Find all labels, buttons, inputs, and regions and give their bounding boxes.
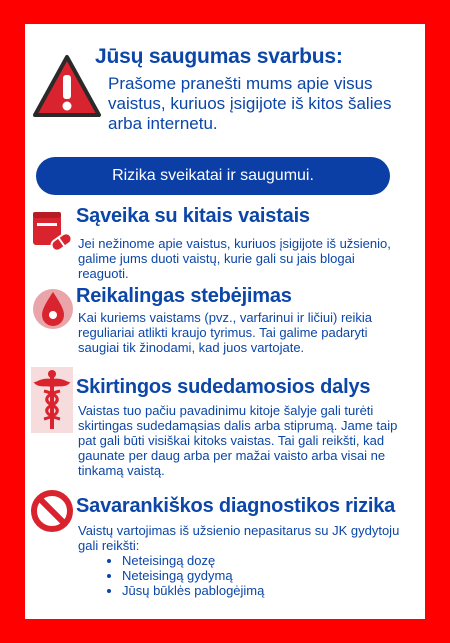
list-item: • Neteisingą dozę — [122, 553, 400, 568]
page-title: Jūsų saugumas svarbus: — [95, 45, 343, 68]
warning-icon — [31, 53, 103, 121]
medicine-box-icon — [31, 209, 73, 253]
section-body-monitoring: Kai kuriems vaistams (pvz., varfarinui ir ličiui) reikia reguliariai atlikti kraujo tyrimus. Tai galime padaryti saugiai tik žinodami, kad juos vartojate. — [78, 310, 373, 355]
list-item: • Neteisingą gydymą — [122, 568, 400, 583]
risk-banner-label: Rizika sveikatai ir saugumui. — [112, 167, 314, 184]
section-title-self-diagnosis: Savarankiškos diagnostikos rizika — [76, 495, 396, 517]
list-item: • Jūsų būklės pablogėjimą — [122, 583, 400, 598]
section-title-monitoring: Reikalingas stebėjimas — [76, 285, 292, 307]
prohibited-icon — [31, 490, 73, 532]
intro-text: Prašome pranešti mums apie visus vaistus, kuriuos įsigijote iš kitos šalies arba internetu. — [108, 74, 392, 133]
section-title-ingredients: Skirtingos sudedamosios dalys — [76, 376, 371, 398]
risk-list — [78, 553, 400, 598]
caduceus-icon — [31, 367, 73, 433]
section-body-interaction: Jei nežinome apie vaistus, kuriuos įsigijote iš užsienio, galime jums duoti vaistų, kurie gali su jais blogai reaguoti. — [78, 236, 391, 281]
blood-drop-icon — [31, 284, 75, 334]
section-body-ingredients: Vaistas tuo pačiu pavadinimu kitoje šalyje gali turėti skirtingas sudedamąsias dalis arba stiprumą. Jame taip pat gali būti visiškai kitoks vaistas. Tai gali reikšti, kad gaunate per daug arba per mažai vaisto arba visai ne tinkamą vaistą. — [78, 403, 398, 478]
section-body-self-diagnosis — [78, 523, 400, 598]
risk-banner — [36, 157, 390, 195]
self-diagnosis-text: Vaistų vartojimas iš užsienio nepasitarus su JK gydytoju gali reikšti: — [78, 523, 400, 553]
section-title-interaction: Sąveika su kitais vaistais — [76, 205, 310, 227]
